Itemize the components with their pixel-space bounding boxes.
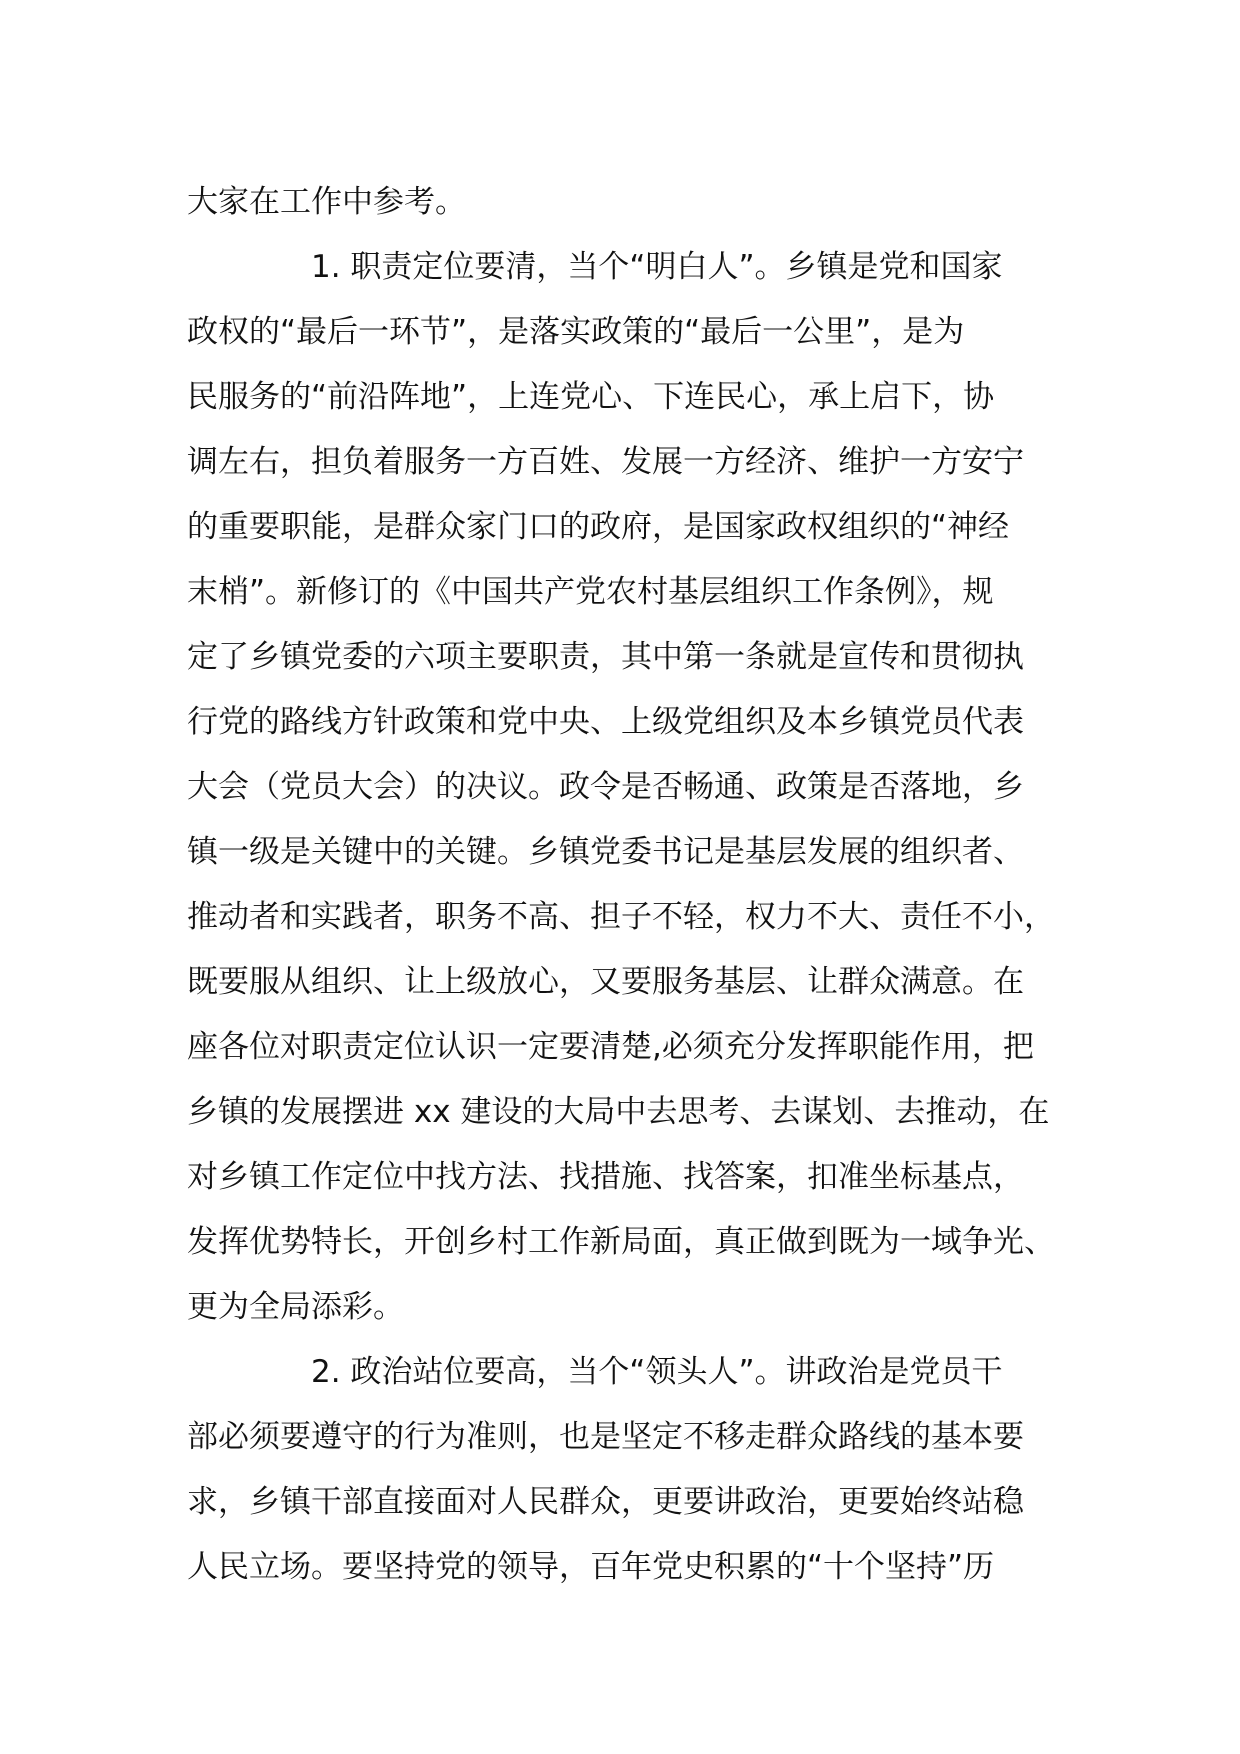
text-line: 推动者和实践者，职务不高、担子不轻，权力不大、责任不小， — [187, 899, 1055, 935]
text-line: 镇一级是关键中的关键。乡镇党委书记是基层发展的组织者、 — [187, 834, 1024, 870]
text-line: 人民立场。要坚持党的领导，百年党史积累的“十个坚持”历 — [187, 1549, 995, 1585]
text-line: 末梢”。新修订的《中国共产党农村基层组织工作条例》，规 — [187, 574, 994, 610]
text-line: 政权的“最后一环节”，是落实政策的“最后一公里”，是为 — [187, 314, 965, 350]
text-line: 大家在工作中参考。 — [187, 184, 466, 220]
text-line: 调左右，担负着服务一方百姓、发展一方经济、维护一方安宁 — [187, 444, 1024, 480]
text-line: 定了乡镇党委的六项主要职责，其中第一条就是宣传和贯彻执 — [187, 639, 1024, 675]
paragraph-1-heading-line: 1. 职责定位要清，当个“明白人”。乡镇是党和国家 — [187, 249, 1003, 285]
paragraph-2-heading-line: 2. 政治站位要高，当个“领头人”。讲政治是党员干 — [187, 1354, 1003, 1390]
text-line: 大会（党员大会）的决议。政令是否畅通、政策是否落地，乡 — [187, 769, 1024, 805]
text-line: 座各位对职责定位认识一定要清楚,必须充分发挥职能作用，把 — [187, 1029, 1034, 1065]
body-text — [187, 170, 1087, 1600]
text-line: 既要服从组织、让上级放心，又要服务基层、让群众满意。在 — [187, 964, 1024, 1000]
text-line: 对乡镇工作定位中找方法、找措施、找答案，扣准坐标基点， — [187, 1159, 1024, 1195]
text-line: 乡镇的发展摆进 xx 建设的大局中去思考、去谋划、去推动，在 — [187, 1094, 1050, 1130]
text-line: 更为全局添彩。 — [187, 1289, 404, 1325]
text-line: 的重要职能，是群众家门口的政府，是国家政权组织的“神经 — [187, 509, 1010, 545]
text-line: 求，乡镇干部直接面对人民群众，更要讲政治，更要始终站稳 — [187, 1484, 1024, 1520]
text-line: 发挥优势特长，开创乡村工作新局面，真正做到既为一域争光、 — [187, 1224, 1055, 1260]
text-line: 行党的路线方针政策和党中央、上级党组织及本乡镇党员代表 — [187, 704, 1024, 740]
text-line: 民服务的“前沿阵地”，上连党心、下连民心，承上启下，协 — [187, 379, 995, 415]
text-line: 部必须要遵守的行为准则，也是坚定不移走群众路线的基本要 — [187, 1419, 1024, 1455]
